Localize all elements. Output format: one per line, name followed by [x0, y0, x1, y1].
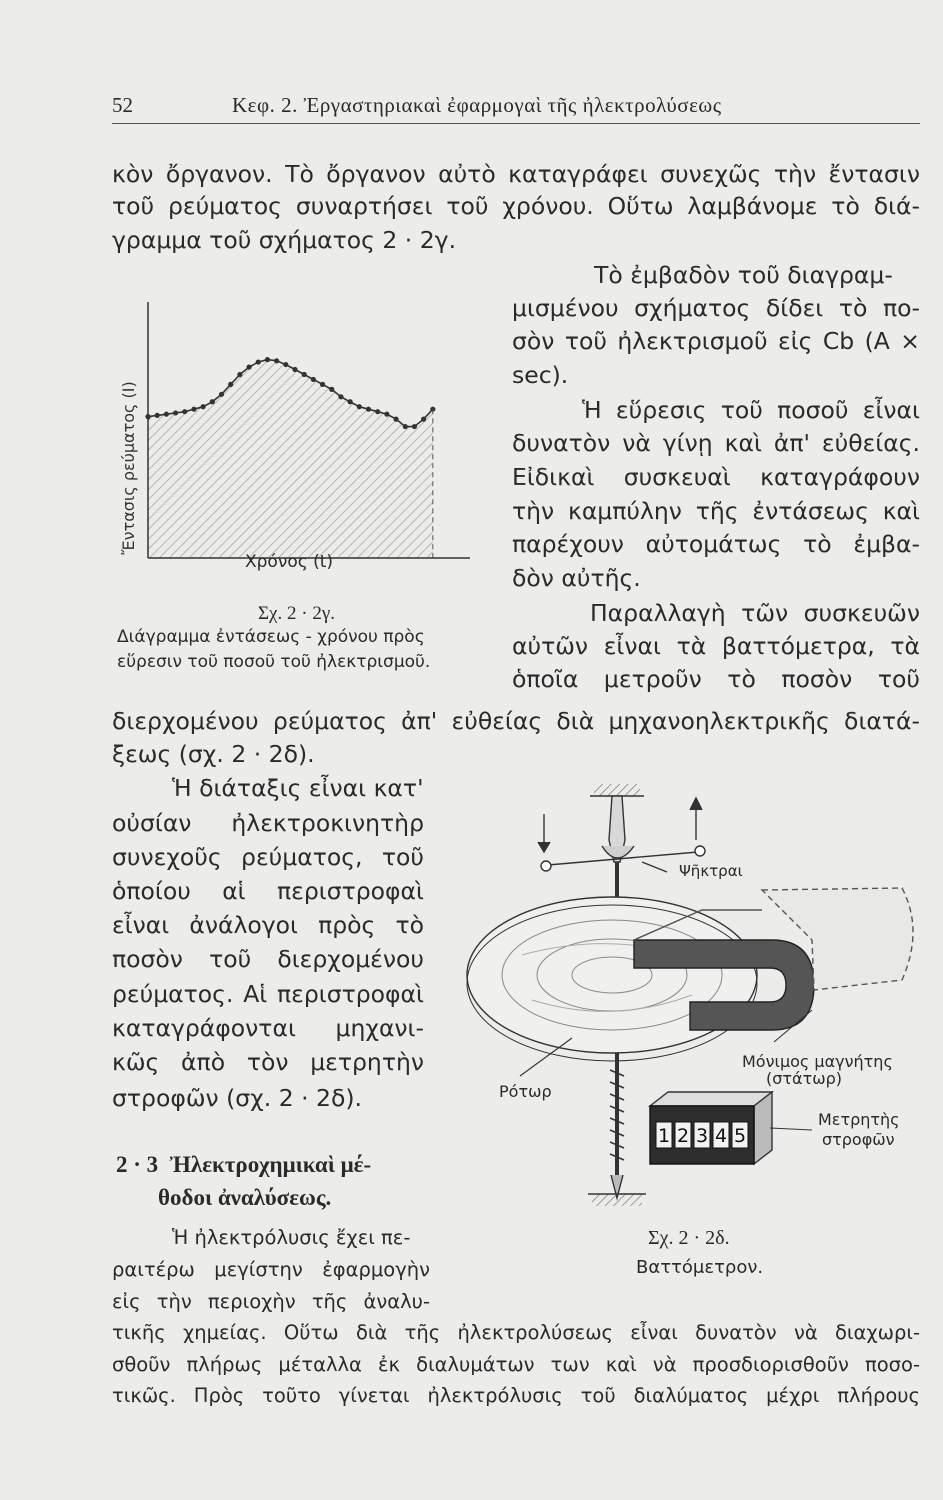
- text-line: σὸν τοῦ ἠλεκτρισμοῦ εἰς Cb (A ×: [512, 327, 920, 355]
- chart-point: [256, 359, 261, 364]
- chart-point: [237, 372, 242, 377]
- figure-caption: εὕρεσιν τοῦ ποσοῦ τοῦ ἠλεκτρισμοῦ.: [117, 652, 431, 672]
- chart-point: [302, 372, 307, 377]
- text-line: συνεχοῦς ρεύματος, τοῦ: [112, 843, 424, 871]
- text-line: ξεως (σχ. 2 · 2δ).: [112, 740, 315, 768]
- chart-point: [384, 412, 389, 417]
- text-line: Εἰδικαὶ συσκευαὶ καταγράφουν: [512, 463, 920, 491]
- chart-point: [219, 392, 224, 397]
- chart-y-label: Ἔντασις ρεύματος (I): [119, 381, 138, 555]
- section-heading: [116, 1152, 371, 1178]
- text-line: παρέχουν αὐτομάτως τὸ ἐμβα-: [512, 530, 920, 558]
- text-line: γραμμα τοῦ σχήματος 2 · 2γ.: [112, 226, 457, 254]
- text-line: τοῦ ρεύματος συναρτήσει τοῦ χρόνου. Οὕτω λαμβάνομε τὸ διά-: [112, 192, 920, 220]
- chart-point: [348, 399, 353, 404]
- text-line: Ἡ ἠλεκτρόλυσις ἔχει πε-: [172, 1226, 411, 1249]
- chart-point: [182, 409, 187, 414]
- figure-caption: Διάγραμμα ἐντάσεως - χρόνου πρὸς: [117, 627, 425, 647]
- label-counter: Μετρητὴς: [818, 1110, 900, 1129]
- section-title-line2: θοδοι ἀναλύσεως.: [158, 1185, 332, 1210]
- text-line: δὸν αὐτῆς.: [512, 564, 641, 592]
- text-line: εἶναι ἀνάλογοι πρὸς τὸ: [112, 911, 424, 939]
- chart-x-label: Χρόνος (t): [245, 552, 334, 572]
- running-header: [112, 93, 920, 124]
- text-line: ρεύματος. Αἱ περιστροφαὶ: [112, 980, 424, 1008]
- chart-point: [283, 362, 288, 367]
- text-line: ραιτέρω μεγίστην ἐφαρμογὴν: [112, 1258, 430, 1281]
- text-line: ὁποῖα μετροῦν τὸ ποσὸν τοῦ: [512, 665, 920, 693]
- figure-number: Σχ. 2 · 2γ.: [258, 603, 335, 624]
- running-title: Κεφ. 2. Ἐργαστηριακαὶ ἐφαρμογαὶ τῆς ἠλεκτρολύσεως: [232, 93, 722, 117]
- text-line: δυνατὸν νὰ γίνῃ καὶ ἀπ' εὐθείας.: [512, 429, 920, 457]
- chart-point: [421, 417, 426, 422]
- chart-point: [357, 404, 362, 409]
- chart-point: [320, 382, 325, 387]
- counter-digit: 3: [695, 1125, 709, 1147]
- chart-point: [191, 407, 196, 412]
- text-line: οὐσίαν ἠλεκτροκινητὴρ: [112, 809, 424, 837]
- chart-point: [412, 424, 417, 429]
- text-line: αὐτῶν εἶναι τὰ βαττόμετρα, τὰ: [512, 632, 920, 660]
- text-line: κῶς ἀπὸ τὸν μετρητὴν: [112, 1048, 424, 1076]
- chart-point: [375, 409, 380, 414]
- chart-point: [246, 364, 251, 369]
- figure-number: Σχ. 2 · 2δ.: [648, 1227, 730, 1249]
- section-title-line1: Ἠλεκτροχημικαὶ μέ-: [169, 1152, 372, 1177]
- label-magnet: Μόνιμος μαγνήτης: [742, 1052, 893, 1071]
- counter-digit: 1: [657, 1125, 671, 1147]
- page-number: 52: [112, 93, 133, 117]
- chart-point: [393, 417, 398, 422]
- chart-point: [201, 404, 206, 409]
- text-line: εἰς τὴν περιοχὴν τῆς ἀναλυ-: [112, 1290, 430, 1313]
- chart-point: [265, 357, 270, 362]
- section-number: 2 · 3: [116, 1152, 159, 1177]
- chart-point: [292, 367, 297, 372]
- text-line: Ἡ διάταξις εἶναι κατ': [172, 774, 424, 802]
- chart-point: [274, 358, 279, 363]
- label-rotor: Ρότωρ: [499, 1082, 552, 1101]
- counter-digit: 4: [714, 1125, 728, 1147]
- text-line: στροφῶν (σχ. 2 · 2δ).: [112, 1084, 363, 1112]
- chart-point: [210, 399, 215, 404]
- chart-point: [155, 413, 160, 418]
- figure-caption: Βαττόμετρον.: [636, 1257, 764, 1278]
- counter-digit: 2: [676, 1125, 690, 1147]
- chart-point: [403, 424, 408, 429]
- text-line: διερχομένου ρεύματος ἀπ' εὐθείας διὰ μηχανοηλεκτρικῆς διατά-: [112, 707, 920, 735]
- label-brushes: Ψῆκτραι: [679, 862, 743, 880]
- text-line: ποσὸν τοῦ διερχομένου: [112, 945, 424, 973]
- chart-point: [173, 410, 178, 415]
- chart-point: [164, 412, 169, 417]
- chart-point: [228, 382, 233, 387]
- chart-point: [366, 407, 371, 412]
- text-line: καταγράφονται μηχανι-: [112, 1014, 424, 1042]
- label-stator: (στάτωρ): [766, 1069, 842, 1088]
- label-counter-2: στροφῶν: [822, 1130, 895, 1149]
- text-line: κὸν ὄργανον. Τὸ ὄργανον αὐτὸ καταγράφει συνεχῶς τὴν ἔντασιν: [112, 160, 920, 188]
- chart-point: [329, 387, 334, 392]
- text-line: σθοῦν πλήρως μέταλλα ἐκ διαλυμάτων των καὶ νὰ προσδιορισθοῦν ποσο-: [112, 1353, 920, 1376]
- counter-digit: 5: [733, 1125, 747, 1147]
- text-line: τικῆς χημείας. Οὕτω διὰ τῆς ἠλεκτρολύσεως εἶναι δυνατὸν νὰ διαχωρι-: [112, 1321, 920, 1344]
- wattmeter-diagram: [462, 780, 922, 1220]
- chart-area: [148, 360, 433, 558]
- chart-point: [338, 394, 343, 399]
- text-line: μισμένου σχήματος δίδει τὸ πο-: [512, 294, 920, 322]
- current-time-chart: [110, 290, 470, 590]
- text-line: ὁποίου αἱ περιστροφαὶ: [112, 877, 424, 905]
- text-line: τικῶς. Πρὸς τοῦτο γίνεται ἠλεκτρόλυσις τοῦ διαλύματος μέχρι πλήρους: [112, 1384, 920, 1407]
- text-line: Τὸ ἐμβαδὸν τοῦ διαγραμ-: [594, 261, 893, 289]
- text-line: Παραλλαγὴ τῶν συσκευῶν: [590, 599, 920, 627]
- text-line: sec).: [512, 361, 569, 389]
- text-line: Ἡ εὕρεσις τοῦ ποσοῦ εἶναι: [582, 396, 920, 424]
- text-line: τὴν καμπύλην τῆς ἐντάσεως καὶ: [512, 497, 920, 525]
- chart-point: [311, 377, 316, 382]
